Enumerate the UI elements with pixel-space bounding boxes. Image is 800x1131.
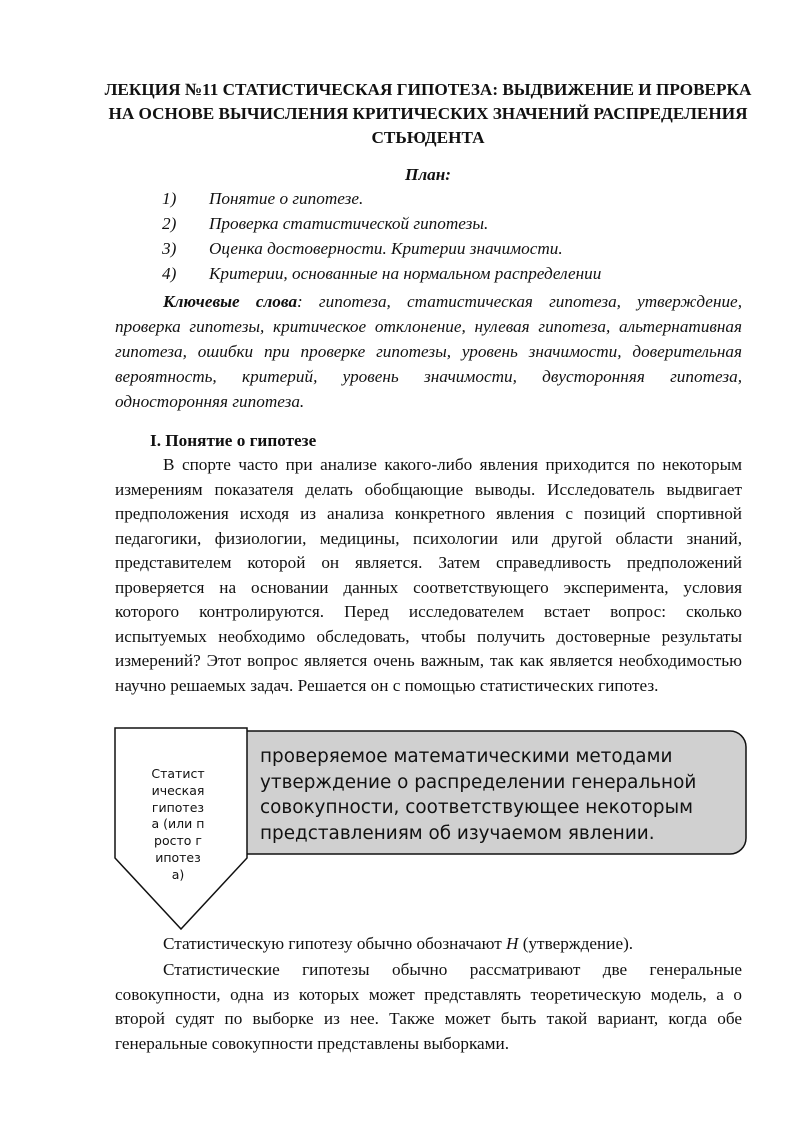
plan-item-number: 1) (162, 189, 177, 208)
keywords-list: : гипотеза, статистическая гипотеза, утверждение, проверка гипотезы, критическое отклонение, нулевая гипотеза, альтернативная гипотеза, ошибки при проверке гипотезы, уровень значимости, доверительная вероятность, критерий, уровень значимости, двусторонняя гипотеза, односторонняя гипотеза. (115, 292, 742, 411)
body-paragraph: В спорте часто при анализе какого-либо явления приходится по некоторым измерениям показателя делать обобщающие выводы. Исследователь выдвигает предположения исходя из анализа конкретного явления с позиций спортивной педагогики, физиологии, медицины, психологии или другой области знаний, представителем которой он является. Затем справедливость предположений проверяется на основании данных соответствующего эксперимента, условия которого контролируются. Перед исследователем встает вопрос: сколько испытуемых необходимо обследовать, чтобы получить достоверные результаты измерений? Этот вопрос является очень важным, так как является необходимостью научно решаемых задач. Решается он с помощью статистических гипотез. (115, 455, 742, 695)
plan-item-text: Проверка статистической гипотезы. (209, 214, 489, 233)
section-heading: I. Понятие о гипотезе (150, 431, 317, 450)
keywords-paragraph (115, 289, 742, 414)
plan-item-number: 3) (162, 239, 177, 258)
plan-item (162, 262, 601, 286)
plan-item-number: 4) (162, 264, 177, 283)
plan-item-text: Оценка достоверности. Критерии значимости. (209, 239, 563, 258)
plan-heading: План: (404, 165, 452, 184)
plan-item (162, 212, 488, 236)
body-paragraph: Статистические гипотезы обычно рассматривают две генеральные совокупности, одна из которых может представлять теоретическую модель, а о второй судят по выборке из нее. Также может быть такой вариант, когда обе генеральные совокупности представлены выборками. (115, 960, 742, 1053)
plan-item-number: 2) (162, 214, 177, 233)
definition-diagram (110, 726, 755, 936)
definition-text: проверяемое математическими методами утверждение о распределении генеральной совокупности, соответствующее некоторым представлениям об изучаемом явлении. (260, 746, 697, 844)
hypothesis-symbol: H (506, 934, 519, 953)
plan-item-text: Критерии, основанные на нормальном распределении (209, 264, 602, 283)
plan-item (162, 237, 563, 261)
body-paragraph (115, 932, 742, 957)
lecture-title: ЛЕКЦИЯ №11 СТАТИСТИЧЕСКАЯ ГИПОТЕЗА: ВЫДВИЖЕНИЕ И ПРОВЕРКА НА ОСНОВЕ ВЫЧИСЛЕНИЯ КРИТИЧЕСКИХ ЗНАЧЕНИЙ РАСПРЕДЕЛЕНИЯ СТЬЮДЕНТА (104, 80, 752, 147)
plan-item (162, 187, 363, 211)
text-run: (утверждение). (518, 934, 634, 953)
keywords-label: Ключевые слова (163, 292, 298, 311)
text-run: Статистическую гипотезу обычно обозначают (163, 934, 507, 953)
plan-item-text: Понятие о гипотезе. (209, 189, 364, 208)
chevron-label: Статистическая гипотеза (или просто гипотеза) (151, 766, 205, 882)
